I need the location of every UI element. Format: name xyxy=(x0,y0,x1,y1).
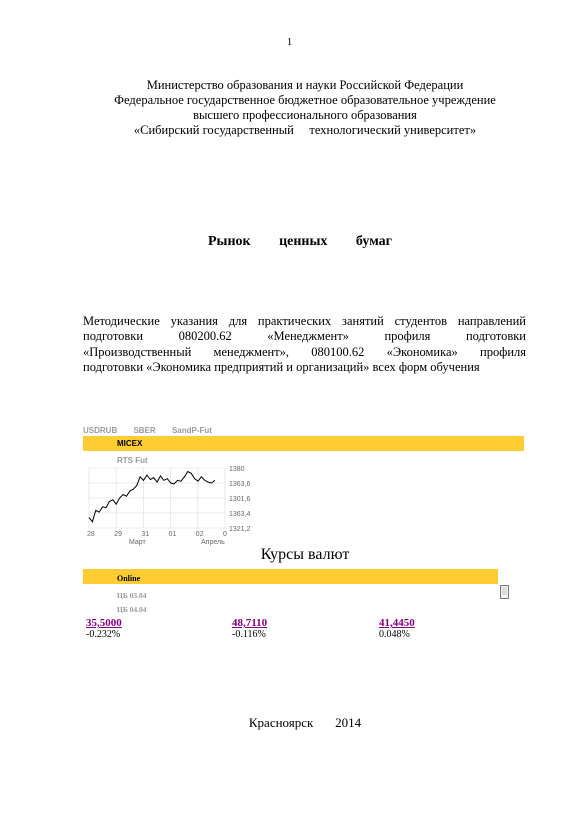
chart-x-tick-label: 31 xyxy=(141,531,150,538)
rate-basket xyxy=(379,617,415,640)
rate-value-link[interactable]: 41,4450 xyxy=(379,617,415,629)
cb-row-label[interactable]: ЦБ 04.04 xyxy=(117,605,147,614)
chart-y-tick-label: 1321,2 xyxy=(229,526,251,533)
cb-row-label[interactable]: ЦБ 03.04 xyxy=(117,591,147,600)
chart-y-tick-label: 1380 xyxy=(229,466,245,473)
micex-bar[interactable] xyxy=(83,436,524,451)
online-bar[interactable] xyxy=(83,569,498,584)
header-line: Федеральное государственное бюджетное образовательное учреждение xyxy=(114,93,496,107)
rts-chart xyxy=(83,464,253,548)
chart-grid xyxy=(89,468,225,528)
mobile-phone-icon[interactable] xyxy=(500,585,509,599)
chart-x-group-label: Март xyxy=(129,539,146,546)
chart-y-tick-label: 1363,6 xyxy=(229,481,251,488)
tab-sber[interactable]: SBER xyxy=(133,426,156,435)
chart-x-tick-label: 0 xyxy=(223,531,227,538)
fx-title: Курсы валют xyxy=(260,546,350,563)
chart-x-tick-label: 28 xyxy=(87,531,95,538)
rate-value-link[interactable]: 35,5000 xyxy=(86,617,122,629)
chart-x-tick-label: 02 xyxy=(195,531,204,538)
chart-x-group-label: Апрель xyxy=(201,539,225,546)
footer-city-year: Красноярск 2014 xyxy=(248,715,362,730)
header-line: высшего профессионального образования xyxy=(193,108,417,122)
header-line: Министерство образования и науки Российской Федерации xyxy=(146,78,464,92)
header-line: «Сибирский государственный технологический университет» xyxy=(133,123,477,137)
online-label: Online xyxy=(117,574,141,583)
description-line: «Производственный менеджмент», 080100.62 «Экономика» профиля xyxy=(83,344,526,359)
chart-series-line xyxy=(89,472,215,522)
chart-y-tick-label: 1301,6 xyxy=(229,496,251,503)
page-number: 1 xyxy=(286,36,293,48)
description-line: подготовки 080200.62 «Менеджмент» профиля подготовки xyxy=(83,329,526,344)
description xyxy=(83,314,526,375)
rate-change: -0.116% xyxy=(232,629,266,640)
rate-change: -0.232% xyxy=(86,629,121,640)
description-line: Методические указания для практических занятий студентов направлений xyxy=(83,314,526,328)
chart-x-tick-label: 01 xyxy=(168,531,177,538)
chart-y-tick-label: 1363,4 xyxy=(229,511,251,518)
chart-y-ticks xyxy=(229,466,251,533)
document-title: Рынок ценных бумаг xyxy=(207,234,393,249)
chart-x-ticks xyxy=(87,531,227,546)
micex-label: MICEX xyxy=(117,439,143,448)
description-line: подготовки «Экономика предприятий и организаций» всех форм обучения xyxy=(83,359,480,374)
tab-sandp-fut[interactable]: SandP-Fut xyxy=(171,426,212,435)
institution-header xyxy=(0,78,579,138)
rts-fut-label: RTS Fut xyxy=(117,456,148,465)
tab-usdrub[interactable]: USDRUB xyxy=(83,426,118,435)
rate-change: 0.048% xyxy=(379,629,410,640)
rate-usd xyxy=(86,617,122,640)
rate-eur xyxy=(232,617,267,640)
rate-value-link[interactable]: 48,7110 xyxy=(232,617,268,629)
market-widget-tabs xyxy=(83,426,226,435)
chart-x-tick-label: 29 xyxy=(114,531,122,538)
